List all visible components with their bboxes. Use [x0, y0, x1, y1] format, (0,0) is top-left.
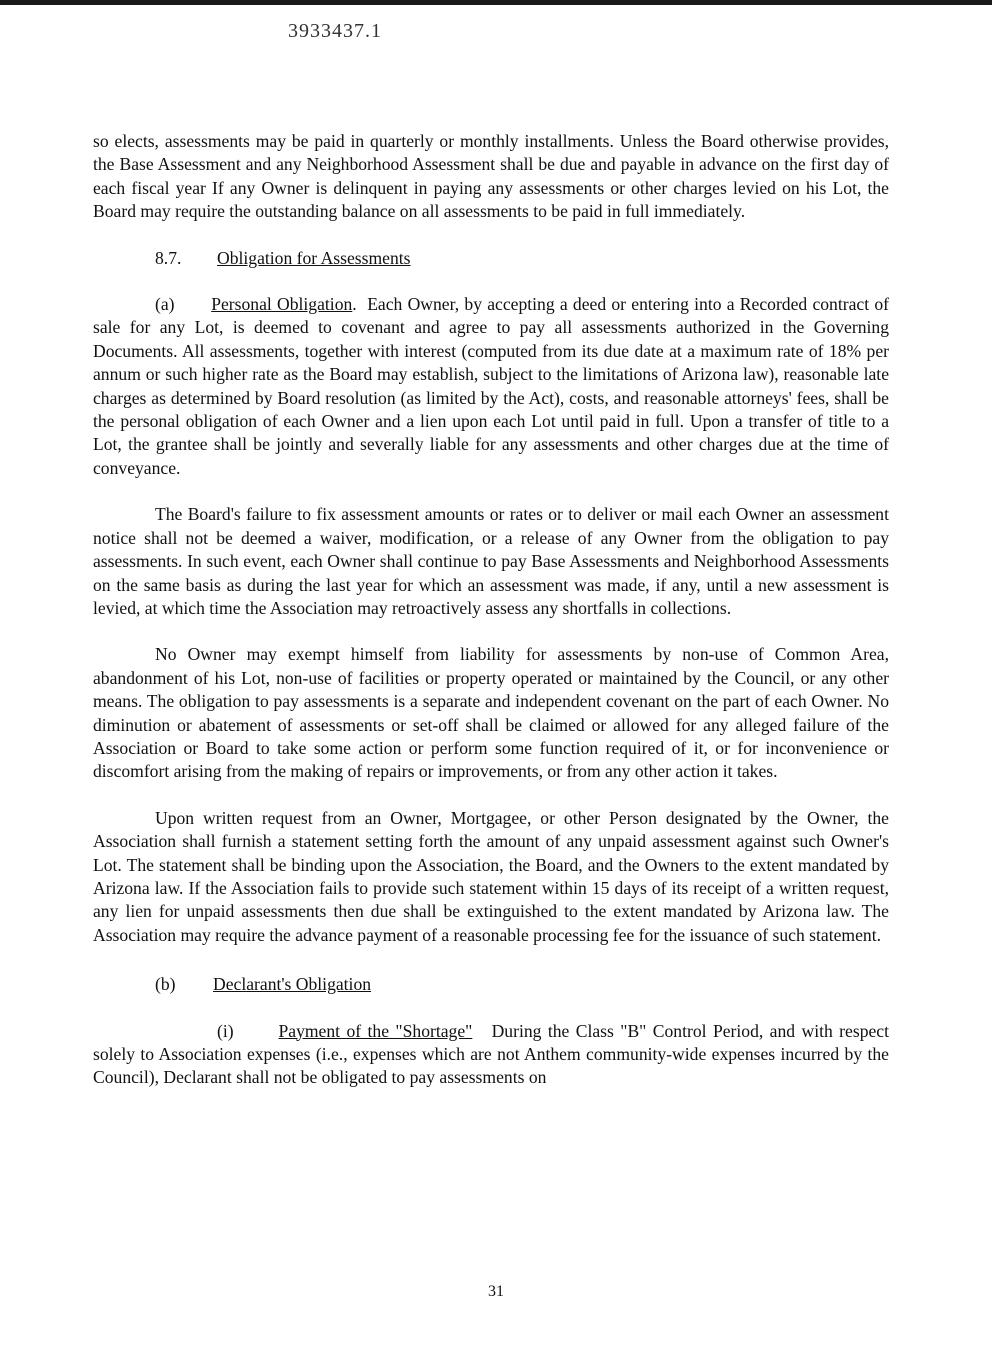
- subsection-b-title: Declarant's Obligation: [213, 974, 372, 995]
- section-heading-8-7: [93, 247, 889, 270]
- subsection-i-label: (i): [217, 1020, 234, 1041]
- subsection-a-title: Personal Obligation: [211, 294, 353, 315]
- section-number: 8.7.: [155, 247, 182, 268]
- subsection-b-label: (b): [155, 974, 176, 995]
- section-title: Obligation for Assessments: [217, 247, 411, 268]
- paragraph-board-failure: The Board's failure to fix assessment amounts or rates or to deliver or mail each Owner an assessment notice shall not be deemed a waiver, modification, or a release of any Owner from the obligation to pay assessments. In such event, each Owner shall continue to pay Base Assessments and Neighborhood Assessments on the same basis as during the last year for which an assessment was made, if any, until a new assessment is levied, at which time the Association may retroactively assess any shortfalls in collections.: [93, 504, 889, 618]
- scan-edge-bar: [0, 0, 992, 5]
- subsection-heading-declarant: [93, 973, 889, 996]
- subsection-personal-obligation: (a) Personal Obligation. Each Owner, by accepting a deed or entering into a Recorded contract of sale for any Lot, is deemed to covenant and agree to pay all assessments authorized in the Governing Documents. All assessments, together with interest (computed from its due date at a maximum rate of 18% per annum or such higher rate as the Board may establish, subject to the limitations of Arizona law), reasonable late charges as determined by Board resolution (as limited by the Act), costs, and reasonable attorneys' fees, shall be the personal obligation of each Owner and a lien upon each Lot until paid in full. Upon a transfer of title to a Lot, the grantee shall be jointly and severally liable for any assessments and other charges due at the time of conveyance.: [93, 294, 890, 478]
- subsection-i-text: During the Class "B" Control Period, and with respect solely to Association expenses (i.e., expenses which are not Anthem community-wide expenses incurred by the Council), Declarant shall not be obligated to pay assessments on: [93, 1020, 890, 1088]
- subsection-a-label: (a): [155, 294, 175, 315]
- page-number: 31: [488, 1283, 504, 1300]
- subsection-i-title: Payment of the "Shortage": [278, 1020, 473, 1041]
- subsection-a-text: Each Owner, by accepting a deed or entering into a Recorded contract of sale for any Lot, is deemed to covenant and agree to pay all assessments authorized in the Governing Documents. All assessments, together with interest (computed from its due date at a maximum rate of 18% per annum or such higher rate as the Board may establish, subject to the limitations of Arizona law), reasonable late charges as determined by Board resolution (as limited by the Act), costs, and reasonable attorneys' fees, shall be the personal obligation of each Owner and a lien upon each Lot until paid in full. Upon a transfer of title to a Lot, the grantee shall be jointly and severally liable for any assessments and other charges due at the time of conveyance.: [93, 294, 890, 478]
- subsection-payment-shortage: [93, 1020, 889, 1090]
- paragraph-installments: so elects, assessments may be paid in quarterly or monthly installments. Unless the Board otherwise provides, the Base Assessment and any Neighborhood Assessment shall be due and payable in advance on the first day of each fiscal year If any Owner is delinquent in paying any assessments or other charges levied on his Lot, the Board may require the outstanding balance on all assessments to be paid in full immediately.: [93, 131, 889, 222]
- paragraph-no-exemption: No Owner may exempt himself from liability for assessments by non-use of Common Area, abandonment of his Lot, non-use of facilities or property operated or maintained by the Council, or any other means. The obligation to pay assessments is a separate and independent covenant on the part of each Owner. No diminution or abatement of assessments or set-off shall be claimed or allowed for any alleged failure of the Association or Board to take some action or perform some function required of it, or for inconvenience or discomfort arising from the making of repairs or improvements, or from any other action it takes.: [93, 644, 889, 782]
- paragraph-written-request: Upon written request from an Owner, Mortgagee, or other Person designated by the Owner, the Association shall furnish a statement setting forth the amount of any unpaid assessment against such Owner's Lot. The statement shall be binding upon the Association, the Board, and the Owners to the extent mandated by Arizona law. If the Association fails to provide such statement within 15 days of its receipt of a written request, any lien for unpaid assessments then due shall be extinguished to the extent mandated by Arizona law. The Association may require the advance payment of a reasonable processing fee for the issuance of such statement.: [93, 807, 889, 945]
- document-number: 3933437.1: [288, 20, 382, 42]
- document-body: [93, 130, 889, 1090]
